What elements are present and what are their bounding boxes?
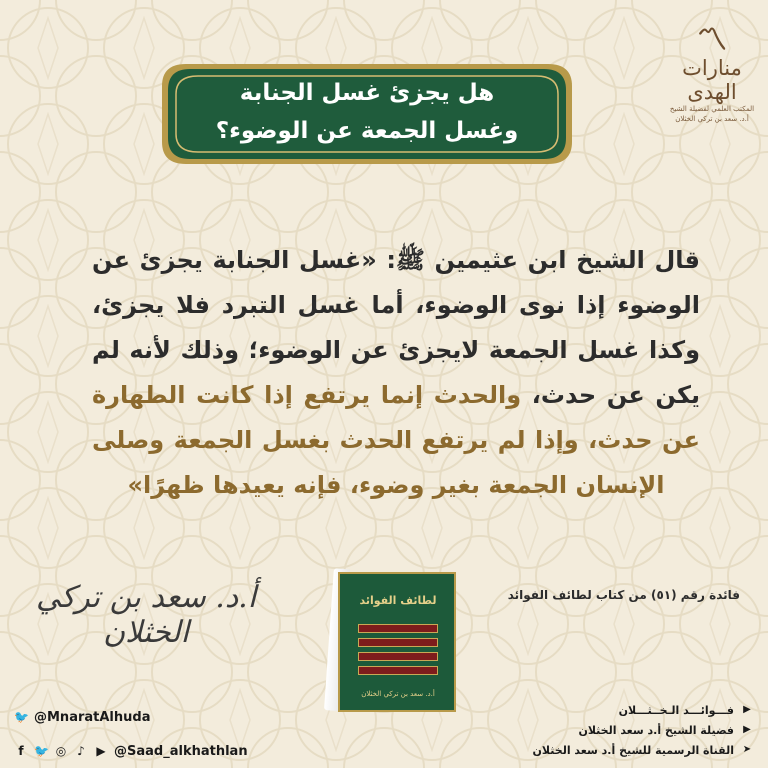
book-ornament bbox=[358, 624, 438, 633]
social-row[interactable] bbox=[14, 738, 314, 764]
youtube-icon: ▶ bbox=[96, 744, 106, 758]
quote-text bbox=[92, 238, 700, 508]
book-author: أ.د. سعد بن تركي الخثلان bbox=[361, 690, 435, 698]
book-image bbox=[318, 562, 468, 712]
logo-subtitle-line1: المكتب العلمي لفضيلة الشيخ bbox=[669, 105, 755, 113]
banner-title-line1: هل يجزئ غسل الجنابة bbox=[239, 80, 495, 106]
twitter-icon: 🐦 bbox=[14, 710, 29, 724]
quote-part1: قال الشيخ ابن عثيمين ﷺ: «غسل الجنابة يجزئ عن الوضوء إذا نوى الوضوء، أما غسل التبرد فلا يجزئ، وكذا غسل الجمعة لايجزئ عن الوضوء؛ وذلك لأنه لم يكن عن حدث، bbox=[92, 246, 700, 409]
twitter-icon: 🐦 bbox=[34, 744, 49, 758]
channel-item[interactable] bbox=[478, 700, 754, 720]
twitter-row[interactable] bbox=[14, 704, 314, 730]
social-handle[interactable]: @Saad_alkhathlan bbox=[114, 743, 248, 759]
footer-social-left bbox=[14, 704, 314, 764]
twitter-handle[interactable]: @MnaratAlhuda bbox=[34, 709, 151, 725]
quote-part2-highlight: والحدث إنما يرتفع إذا كانت الطهارة عن حدث، وإذا لم يرتفع الحدث بغسل الجمعة وصلى الإنسان الجمعة بغير وضوء، فإنه يعيدها ظهرًا» bbox=[92, 381, 700, 499]
instagram-icon: ◎ bbox=[55, 744, 67, 758]
youtube-icon: ▶ bbox=[743, 724, 751, 735]
logo bbox=[664, 23, 760, 126]
benefit-caption: فائدة رقم (٥١) من كتاب لطائف الفوائد bbox=[507, 588, 740, 602]
title-banner bbox=[158, 60, 576, 168]
book-cover bbox=[338, 572, 456, 712]
banner-title-line2: وغسل الجمعة عن الوضوء؟ bbox=[215, 118, 519, 144]
logo-mark: 〽 bbox=[697, 23, 727, 58]
book-ornament bbox=[358, 638, 438, 647]
footer-channels-right bbox=[478, 700, 754, 760]
telegram-icon: ➤ bbox=[742, 744, 752, 755]
channel-item-label[interactable]: فضيلة الشيخ أ.د سعد الخثلان bbox=[578, 723, 734, 737]
channel-item[interactable] bbox=[478, 720, 754, 740]
logo-name: منارات الهدى bbox=[682, 56, 742, 104]
signature: أ.د. سعد بن تركي الخثلان bbox=[35, 580, 257, 650]
channel-item-label[interactable]: فـــوائـــد الـخــثـــلان bbox=[618, 703, 734, 717]
youtube-icon: ▶ bbox=[743, 704, 751, 715]
channel-item-label[interactable]: القناة الرسمية للشيخ أ.د سعد الخثلان bbox=[532, 743, 734, 757]
logo-subtitle-line2: أ.د. سعد بن تركي الخثلان bbox=[675, 115, 749, 123]
facebook-icon: f bbox=[18, 744, 24, 758]
channel-item[interactable] bbox=[478, 740, 754, 760]
tiktok-icon: ♪ bbox=[77, 744, 85, 758]
book-title: لطائف الفوائد bbox=[359, 594, 437, 607]
book-ornament bbox=[358, 652, 438, 661]
book-ornament bbox=[358, 666, 438, 675]
